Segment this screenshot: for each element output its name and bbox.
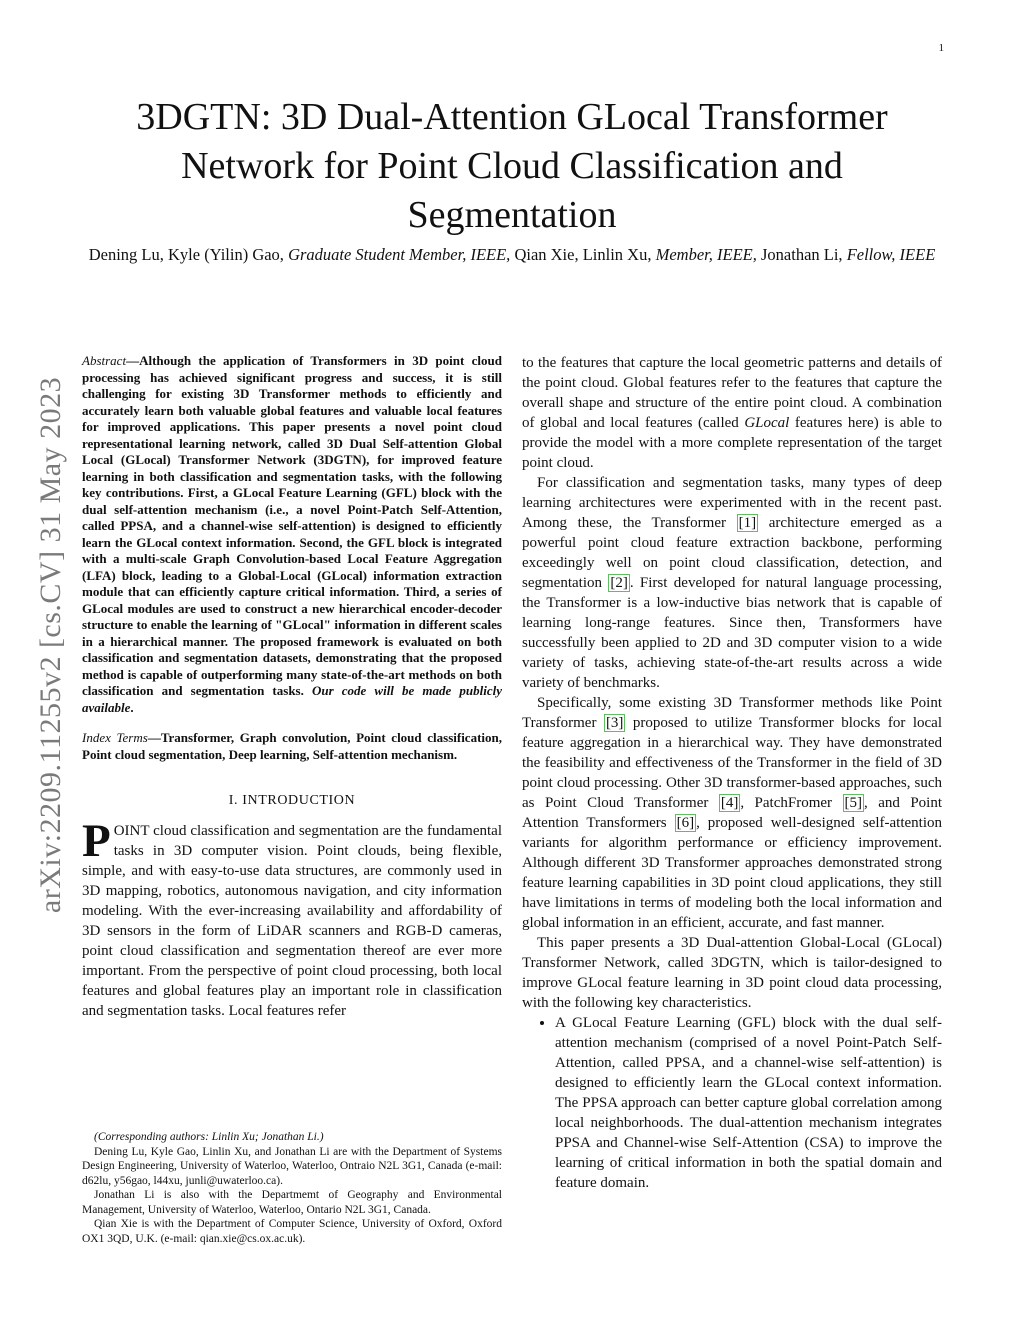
- authors-role3: Fellow, IEEE: [846, 245, 936, 264]
- citation-link-3[interactable]: [3]: [605, 715, 624, 731]
- abstract: Abstract—Although the application of Transformers in 3D point cloud processing has achieved significant progress and success, it is still challenging for existing 3D Transformer methods to efficiently and accurately learn both valuable global features and valuable local features for improved applications. This paper presents a novel point cloud representational learning network, called 3D Dual Self-attention Global Local (GLocal) Transformer Network (3DGTN), for improved feature learning in both classification and segmentation tasks, with the following key contributions. First, a GLocal Feature Learning (GFL) block with the dual self-attention mechanism (i.e., a novel Point-Patch Self-Attention, called PPSA, and a channel-wise self-attention) is designed to efficiently learn the GLocal context information. Second, the GFL block is integrated with a multi-scale Graph Convolution-based Local Feature Aggregation (LFA) block, leading to a Global-Local (GLocal) information extraction module that can efficiently capture critical information. Third, a series of GLocal modules are used to construct a new hierarchical encoder-decoder structure to enable the learning of "GLocal" information in different scales in a hierarchical manner. The proposed framework is evaluated on both classification and segmentation datasets, demonstrating that the proposed method is capable of outperforming many state-of-the-art methods on both classification and segmentation tasks. Our code will be made publicly available.: [82, 353, 503, 715]
- list-item: • A GLocal Feature Learning (GFL) block with the dual self-attention mechanism (comprised of a novel Point-Patch Self-Attention, called PPSA, and a channel-wise self-attention) is designed to efficiently learn the GLocal context information. The PPSA approach can better capture global correlation among local neighborhoods. The dual-attention mechanism integrates PPSA and Channel-wise Self-Attention (CSA) to improve the learning of critical information in both the spatial domain and feature domain.: [555, 1013, 942, 1193]
- index-terms: [82, 730, 502, 763]
- abstract-label: Abstract: [82, 353, 127, 368]
- citation-link-6[interactable]: [6]: [676, 815, 695, 831]
- citation-link-5[interactable]: [5]: [844, 795, 862, 811]
- footnote-affiliation-2: Jonathan Li is also with the Departmemt of Geography and Environmental Management, University of Waterloo, Waterloo, Ontario N2L 3G1, Canada.: [82, 1189, 502, 1216]
- authors-role1: Graduate Student Member, IEEE,: [288, 245, 511, 264]
- intro-paragraph-3: Specifically, some existing 3D Transformer methods like Point Transformer [3] proposed to utilize Transformer blocks for local feature aggregation in a hierarchical way. They have demonstrated the feasibility and effectiveness of the Transformer in the field of 3D point cloud processing. Other 3D transformer-based approaches, such as Point Cloud Transformer [4] , PatchFromer [5] , and Point Attention Transformers [6] , proposed well-designed self-attention variants for algorithm performance or efficiency improvement. Although different 3D Transformer approaches demonstrated strong feature learning capabilities in 3D point cloud applications, they still have limitations in terms of modeling both the local information and global information in an efficient, accurate, and fast manner.: [522, 695, 942, 931]
- arxiv-stamp-text: arXiv:2209.11255v2 [cs.CV] 31 May 2023: [34, 376, 67, 914]
- index-terms-text: —Transformer, Graph convolution, Point cloud classification, Point cloud segmentation, Deep learning, Self-attention mechanism.: [82, 730, 503, 762]
- section-heading-introduction: I. INTRODUCTION: [228, 793, 356, 808]
- authors-part1: Dening Lu, Kyle (Yilin) Gao,: [88, 245, 284, 264]
- intro-paragraph-1-continued: to the features that capture the local geometric patterns and details of the point cloud. Global features refer to the features that capture the overall shape and structure of the entire point cloud. A combination of global and local features (called GLocal features here) is able to provide the model with a more complete representation of the target point cloud.: [522, 355, 942, 471]
- page-number: 1: [938, 42, 944, 54]
- citation-link-2[interactable]: [2]: [610, 575, 628, 591]
- footnote-corresponding: (Corresponding authors: Linlin Xu; Jonathan Li.): [94, 1131, 324, 1143]
- citation-link-1[interactable]: [1]: [738, 515, 757, 531]
- right-column: [522, 353, 942, 1193]
- intro-paragraph-4: This paper presents a 3D Dual-attention Global-Local (GLocal) Transformer Network, called 3DGTN, which is tailor-designed to improve GLocal feature learning in 3D point cloud data processing, with the following key characteristics.: [522, 935, 942, 1011]
- left-column: [82, 353, 502, 1021]
- contributions-list: [522, 1013, 942, 1193]
- author-list: [80, 244, 944, 266]
- footnotes: [82, 1130, 502, 1246]
- abstract-text: —Although the application of Transformers in 3D point cloud processing has achieved significant progress and success, it is still challenging for existing 3D Transformer methods to efficiently and accurately learn both valuable global features and valuable local features for improved applications. This paper presents a novel point cloud representational learning network, called 3D Dual Self-attention Global Local (GLocal) Transformer Network (3DGTN), for improved feature learning in both classification and segmentation tasks, with the following key contributions. First, a GLocal Feature Learning (GFL) block with the dual self-attention mechanism (i.e., a novel Point-Patch Self-Attention, called PPSA, and a channel-wise self-attention) is designed to efficiently learn the GLocal context information. Second, the GFL block is integrated with a multi-scale Graph Convolution-based Local Feature Aggregation (LFA) block, leading to a Global-Local (GLocal) information extraction module that can efficiently capture critical information. Third, a series of GLocal modules are used to construct a new hierarchical encoder-decoder structure to enable the learning of "GLocal" information in different scales in a hierarchical manner. The proposed framework is evaluated on both classification and segmentation datasets, demonstrating that the proposed method is capable of outperforming many state-of-the-art methods on both classification and segmentation tasks.: [82, 353, 502, 698]
- authors-part2: Qian Xie, Linlin Xu,: [514, 245, 652, 264]
- arxiv-identifier-stamp: [33, 340, 69, 950]
- abstract-code-note: Our code will be made publicly available: [82, 683, 503, 715]
- citation-link-4[interactable]: [4]: [720, 795, 739, 811]
- authors-role2: Member, IEEE,: [655, 245, 757, 264]
- paper-title: 3DGTN: 3D Dual-Attention GLocal Transformer Network for Point Cloud Classification and Segmentation: [136, 96, 888, 236]
- intro-paragraph-1: POINT cloud classification and segmentation are the fundamental tasks in 3D computer vision. Point clouds, being flexible, simple, and with easy-to-use data structures, are commonly used in 3D mapping, robotics, autonomous navigation, and city information modeling. With the ever-increasing availability and affordability of 3D sensors in the form of LiDAR scanners and RGB-D cameras, point cloud classification and segmentation thereof are ever more important. From the perspective of point cloud processing, both local features and global features play an important role in classification and segmentation tasks. Local features refer: [82, 815, 502, 1019]
- authors-part3: Jonathan Li,: [760, 245, 843, 264]
- footnote-affiliation-1: Dening Lu, Kyle Gao, Linlin Xu, and Jonathan Li are with the Department of Systems Design Engineering, University of Waterloo, Waterloo, Ontraio N2L 3G1, Canada (e-mail: d62lu, y56gao, l44xu, junli@uwaterloo.ca).: [82, 1145, 502, 1187]
- index-terms-label: Index Terms: [82, 730, 148, 745]
- footnote-affiliation-3: Qian Xie is with the Department of Computer Science, University of Oxford, Oxford OX1 3QD, U.K. (e-mail: qian.xie@cs.ox.ac.uk).: [82, 1218, 502, 1245]
- drop-cap: P: [82, 815, 111, 867]
- intro-paragraph-2: For classification and segmentation tasks, many types of deep learning architectures were experimented with in the recent past. Among these, the Transformer [1] architecture emerged as a powerful point cloud feature extraction backbone, performing exceedingly well on point cloud classification, detection, and segmentation [2] . First developed for natural language processing, the Transformer is a low-inductive bias network that is capable of learning long-range features. Since then, Transformers have successfully been applied to 2D and 3D computer vision to a wide variety of tasks, achieving state-of-the-art results across a wide variety of benchmarks.: [522, 475, 942, 691]
